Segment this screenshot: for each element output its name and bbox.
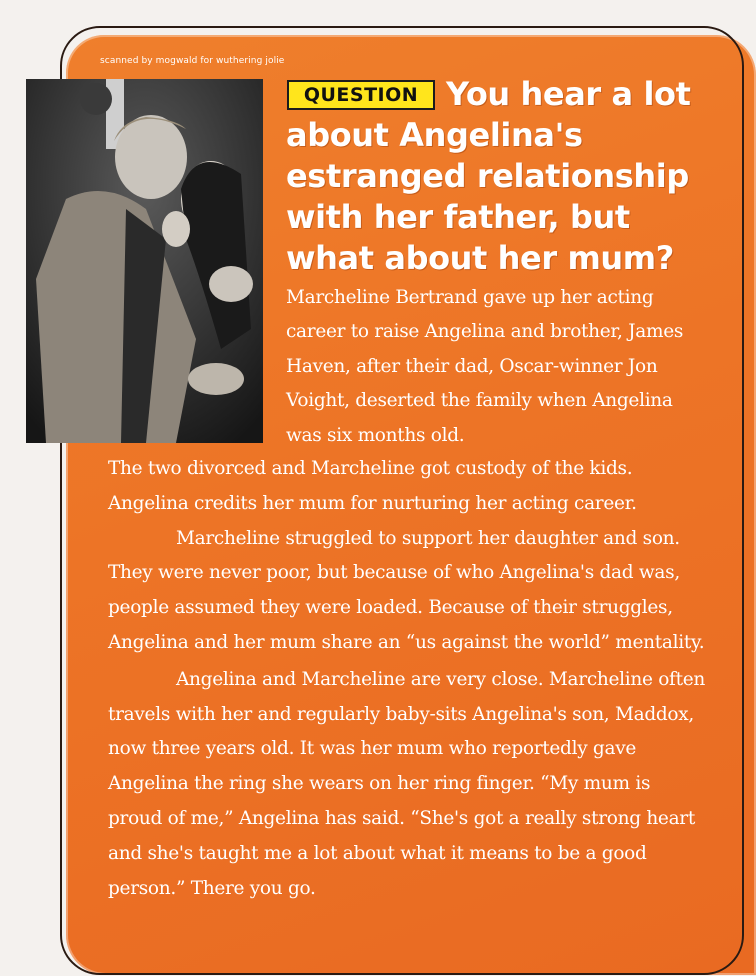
body-paragraph: Marcheline struggled to support her daughter and son. They were never poor, but because of who Angelina's dad was, people assumed they were loaded. Because of their struggles, Angelina and her mum share an “us against the world” mentality. [108, 527, 705, 653]
scan-credit: scanned by mogwald for wuthering jolie [100, 56, 285, 66]
body-paragraph: The two divorced and Marcheline got custody of the kids. Angelina credits her mum for nurturing her acting career. [108, 458, 637, 514]
couple-photo [26, 79, 263, 443]
body-paragraph: Angelina and Marcheline are very close. Marcheline often travels with her and regularly baby-sits Angelina's son, Maddox, now three years old. It was her mum who reportedly gave Angelina the ring she wears on her ring finger. “My mum is proud of me,” Angelina has said. “She's got a really strong heart and she's taught me a lot about what it means to be a good person.” There you go. [108, 668, 706, 899]
intro-paragraph: Marcheline Bertrand gave up her acting career to raise Angelina and brother, James Haven, after their dad, Oscar-winner Jon Voight, deserted the family when Angelina was six months old. [286, 287, 684, 446]
article-headline: You hear a lot about Angelina's estranged relationship with her father, but what about her mum? [286, 75, 691, 277]
couple-photo-image [26, 79, 263, 443]
question-badge: QUESTION [287, 80, 435, 110]
article-body [108, 452, 708, 906]
